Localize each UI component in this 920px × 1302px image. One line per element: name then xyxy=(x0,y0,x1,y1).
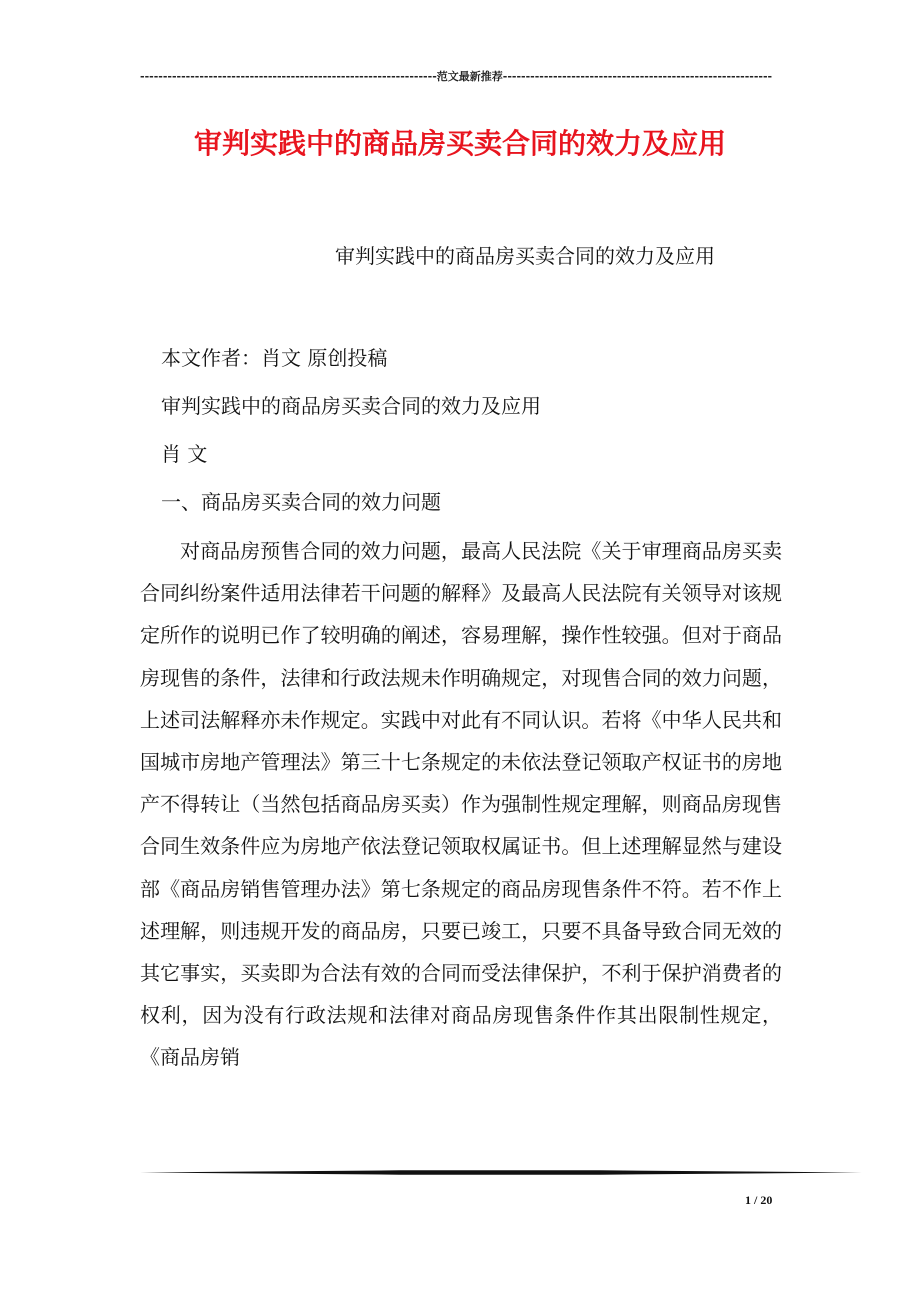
repeat-title: 审判实践中的商品房买卖合同的效力及应用 xyxy=(161,394,541,418)
page-header: -----------------------------------------------------------------范文最新推荐----------------------------------------------------------- xyxy=(140,70,773,83)
page-number: 1 / 20 xyxy=(745,1193,773,1207)
section-heading: 一、商品房买卖合同的效力问题 xyxy=(161,490,441,514)
author-line: 本文作者：肖文 原创投稿 xyxy=(161,346,388,370)
document-subtitle: 审判实践中的商品房买卖合同的效力及应用 xyxy=(335,244,715,268)
body-paragraph: 对商品房预售合同的效力问题，最高人民法院《关于审理商品房买卖合同纠纷案件适用法律若干问题的解释》及最高人民法院有关领导对该规定所作的说明已作了较明确的阐述，容易理解，操作性较强。但对于商品房现售的条件，法律和行政法规未作明确规定，对现售合同的效力问题，上述司法解释亦未作规定。实践中对此有不同认识。若将《中华人民共和国城市房地产管理法》第三十七条规定的未依法登记领取产权证书的房地产不得转让（当然包括商品房买卖）作为强制性规定理解，则商品房现售合同生效条件应为房地产依法登记领取权属证书。但上述理解显然与建设部《商品房销售管理办法》第七条规定的商品房现售条件不符。若不作上述理解，则违规开发的商品房，只要已竣工，只要不具备导致合同无效的其它事实，买卖即为合法有效的合同而受法律保护，不利于保护消费者的权利，因为没有行政法规和法律对商品房现售条件作其出限制性规定，《商品房销 xyxy=(140,539,782,1070)
document-title: 审判实践中的商品房买卖合同的效力及应用 xyxy=(193,127,726,160)
author-name: 肖 文 xyxy=(161,442,208,466)
footer-rule xyxy=(140,1170,862,1175)
